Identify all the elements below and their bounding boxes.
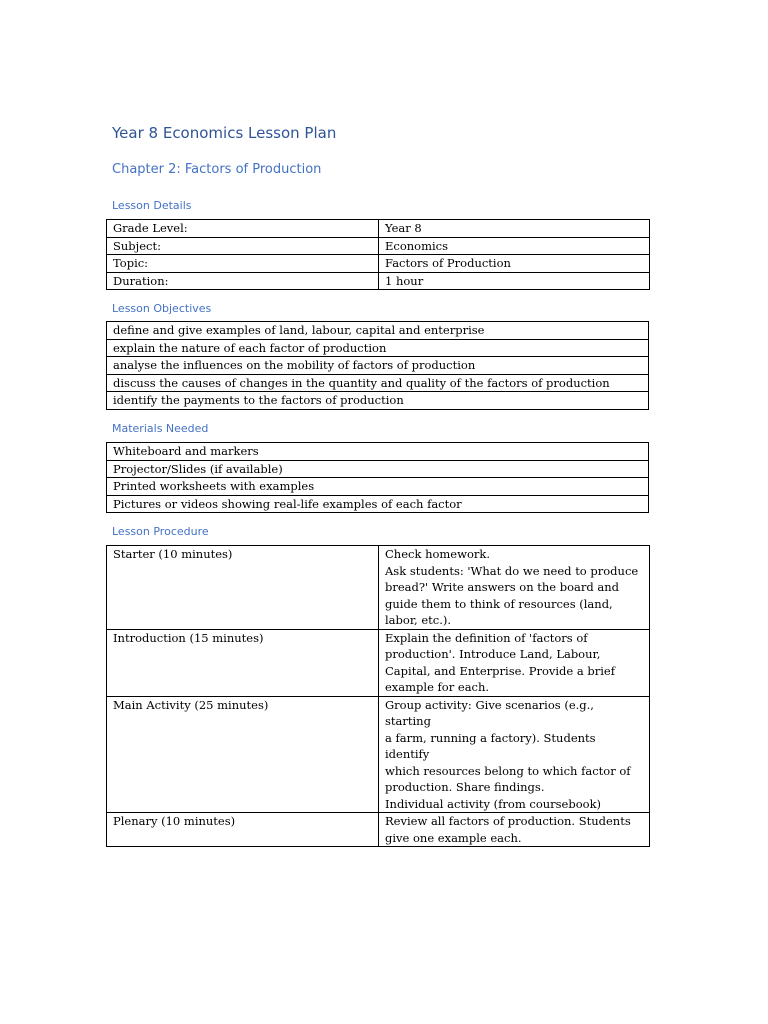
material-item: Projector/Slides (if available) bbox=[107, 460, 649, 478]
lesson-details-heading: Lesson Details bbox=[112, 199, 192, 212]
procedure-activity: Group activity: Give scenarios (e.g., starting a farm, running a factory). Students identify which resources belong to which factor of production. Share findings. Individual activity (from coursebook) bbox=[379, 696, 650, 813]
table-row bbox=[107, 237, 650, 255]
detail-label: Grade Level: bbox=[107, 220, 379, 238]
detail-value: Year 8 bbox=[379, 220, 650, 238]
table-row bbox=[107, 696, 650, 813]
table-row bbox=[107, 478, 649, 496]
materials-needed-table bbox=[106, 442, 649, 513]
detail-value: 1 hour bbox=[379, 272, 650, 290]
table-row bbox=[107, 813, 650, 847]
procedure-stage: Plenary (10 minutes) bbox=[107, 813, 379, 847]
lesson-details-table bbox=[106, 219, 650, 290]
detail-value: Economics bbox=[379, 237, 650, 255]
table-row bbox=[107, 322, 649, 340]
objective-item: identify the payments to the factors of production bbox=[107, 392, 649, 410]
objective-item: analyse the influences on the mobility of factors of production bbox=[107, 357, 649, 375]
material-item: Whiteboard and markers bbox=[107, 443, 649, 461]
objective-item: discuss the causes of changes in the quantity and quality of the factors of production bbox=[107, 374, 649, 392]
lesson-procedure-heading: Lesson Procedure bbox=[112, 525, 209, 538]
procedure-activity: Review all factors of production. Students give one example each. bbox=[379, 813, 650, 847]
lesson-objectives-table bbox=[106, 321, 649, 410]
table-row bbox=[107, 255, 650, 273]
procedure-stage: Starter (10 minutes) bbox=[107, 546, 379, 630]
material-item: Printed worksheets with examples bbox=[107, 478, 649, 496]
table-row bbox=[107, 272, 650, 290]
detail-label: Subject: bbox=[107, 237, 379, 255]
table-row bbox=[107, 374, 649, 392]
procedure-stage: Introduction (15 minutes) bbox=[107, 629, 379, 696]
material-item: Pictures or videos showing real-life examples of each factor bbox=[107, 495, 649, 513]
detail-label: Topic: bbox=[107, 255, 379, 273]
chapter-heading: Chapter 2: Factors of Production bbox=[112, 162, 322, 177]
table-row bbox=[107, 546, 650, 630]
table-row bbox=[107, 460, 649, 478]
table-row bbox=[107, 443, 649, 461]
lesson-procedure-table bbox=[106, 545, 650, 847]
procedure-activity: Explain the definition of 'factors of production'. Introduce Land, Labour, Capital, and Enterprise. Provide a brief example for each. bbox=[379, 629, 650, 696]
detail-value: Factors of Production bbox=[379, 255, 650, 273]
table-row bbox=[107, 629, 650, 696]
procedure-activity: Check homework. Ask students: 'What do we need to produce bread?' Write answers on the board and guide them to think of resources (land, labor, etc.). bbox=[379, 546, 650, 630]
table-row bbox=[107, 495, 649, 513]
table-row bbox=[107, 357, 649, 375]
procedure-stage: Main Activity (25 minutes) bbox=[107, 696, 379, 813]
materials-needed-heading: Materials Needed bbox=[112, 422, 209, 435]
table-row bbox=[107, 339, 649, 357]
table-row bbox=[107, 220, 650, 238]
table-row bbox=[107, 392, 649, 410]
objective-item: define and give examples of land, labour, capital and enterprise bbox=[107, 322, 649, 340]
objective-item: explain the nature of each factor of production bbox=[107, 339, 649, 357]
document-title: Year 8 Economics Lesson Plan bbox=[112, 124, 337, 142]
detail-label: Duration: bbox=[107, 272, 379, 290]
lesson-objectives-heading: Lesson Objectives bbox=[112, 302, 212, 315]
